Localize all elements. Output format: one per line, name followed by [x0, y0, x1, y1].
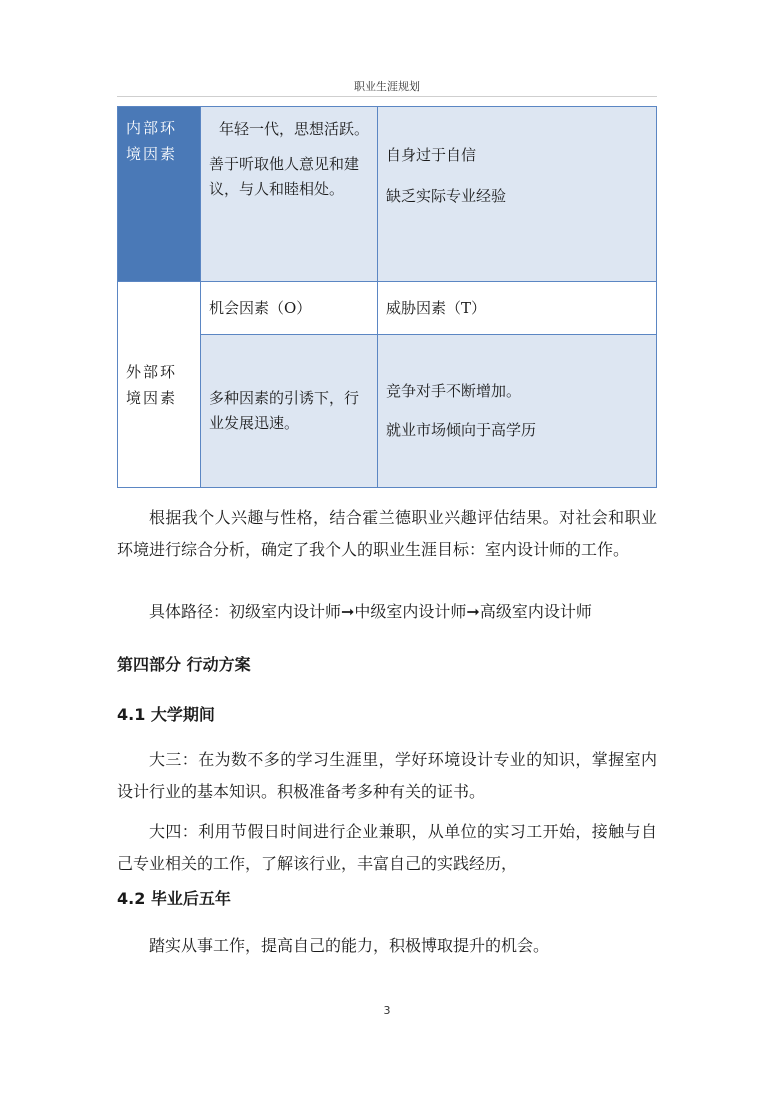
page-header: 职业生涯规划 [354, 80, 420, 93]
section-heading: 第四部分 行动方案 [117, 655, 251, 674]
strengths-cell [201, 107, 378, 282]
page-number: 3 [383, 1004, 391, 1017]
external-factors-header [118, 282, 201, 488]
weaknesses-cell [378, 107, 657, 282]
threat-item: 就业市场倾向于高学历 [386, 421, 537, 439]
table-row [118, 107, 657, 282]
strength-item: 年轻一代，思想活跃。 [219, 120, 370, 138]
threat-item: 竞争对手不断增加。 [386, 382, 522, 400]
threats-cell [378, 335, 657, 488]
weakness-item: 缺乏实际专业经验 [386, 187, 507, 205]
body-paragraph: 大四：利用节假日时间进行企业兼职，从单位的实习工开始，接触与自己专业相关的工作，了解该行业，丰富自己的实践经历， [117, 822, 657, 873]
weakness-item: 自身过于自信 [386, 146, 477, 164]
table-row [118, 282, 657, 335]
opportunity-title: 机会因素（O） [209, 298, 312, 317]
strength-item: 善于听取他人意见和建议，与人和睦相处。 [209, 155, 360, 198]
subsection-heading: 4.1 大学期间 [117, 705, 215, 724]
header-divider [117, 96, 657, 97]
swot-table [117, 106, 657, 488]
threat-header-cell [378, 282, 657, 335]
body-paragraph: 大三：在为数不多的学习生涯里，学好环境设计专业的知识，掌握室内设计行业的基本知识。积极准备考多种有关的证书。 [117, 750, 657, 801]
body-paragraph: 根据我个人兴趣与性格，结合霍兰德职业兴趣评估结果。对社会和职业环境进行综合分析，确定了我个人的职业生涯目标：室内设计师的工作。 [117, 508, 657, 559]
opportunity-item: 多种因素的引诱下，行业发展迅速。 [209, 389, 360, 432]
opportunities-cell [201, 335, 378, 488]
internal-factors-label: 内部环境因素 [126, 119, 178, 163]
opportunity-header-cell [201, 282, 378, 335]
body-paragraph: 踏实从事工作，提高自己的能力，积极博取提升的机会。 [149, 936, 550, 955]
threat-title: 威胁因素（T） [386, 298, 487, 317]
external-factors-label: 外部环境因素 [126, 362, 178, 407]
career-path-paragraph: 具体路径：初级室内设计师➞中级室内设计师➞高级室内设计师 [149, 602, 592, 621]
subsection-heading: 4.2 毕业后五年 [117, 889, 231, 908]
internal-factors-header [118, 107, 201, 282]
